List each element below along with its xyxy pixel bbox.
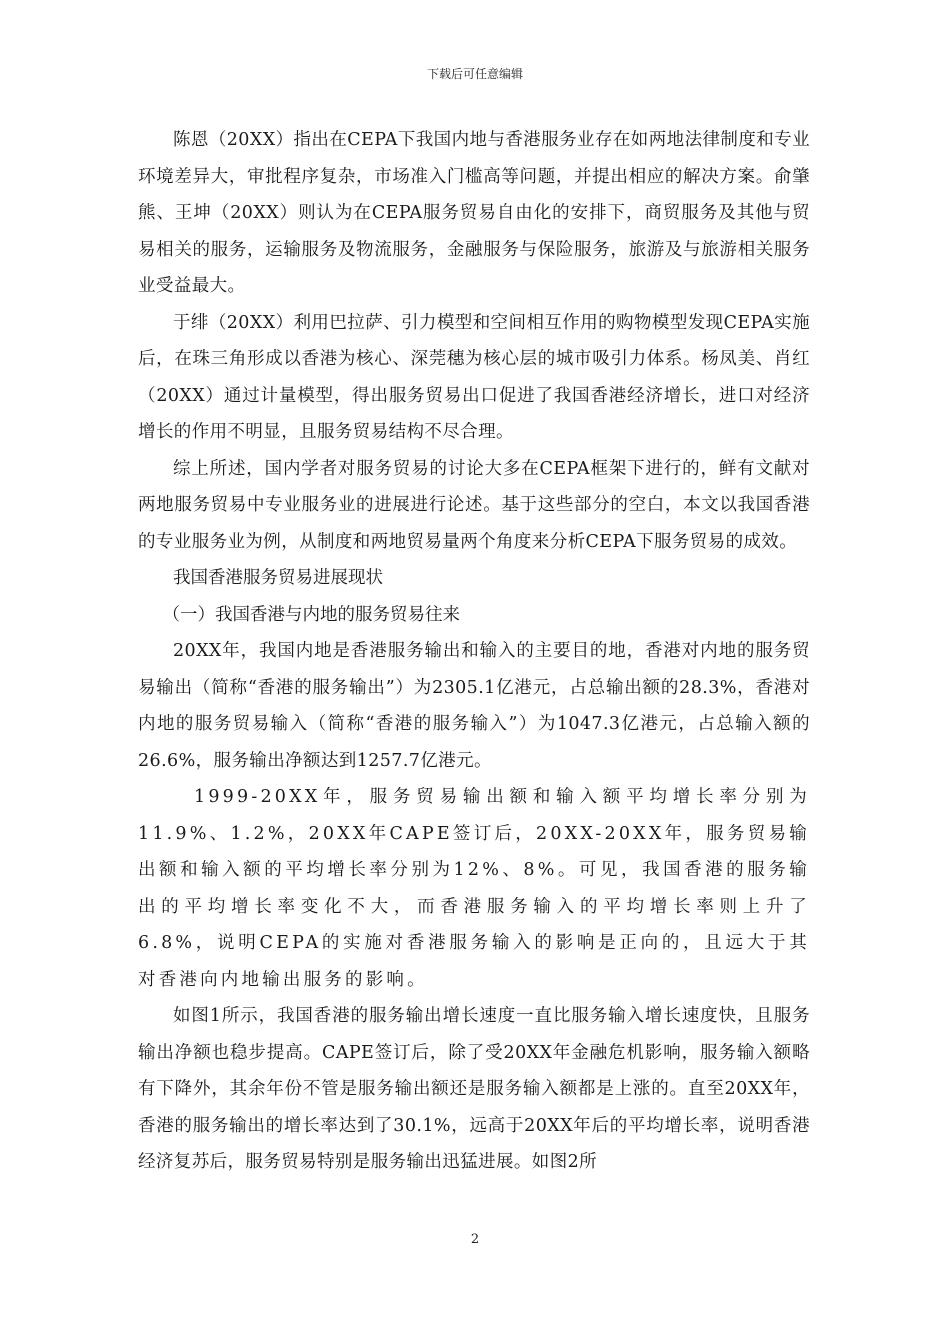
subsection-heading: （一）我国香港与内地的服务贸易往来	[162, 604, 460, 625]
paragraph-literature-2: 于绯（20XX）利用巴拉萨、引力模型和空间相互作用的购物模型发现CEPA实施后，在珠三角形成以香港为核心、深莞穗为核心层的城市吸引力体系。杨凤美、肖红（20XX）通过计量模型，得出服务贸易出口促进了我国香港经济增长，进口对经济增长的作用不明显，且服务贸易结构不尽合理。	[138, 312, 810, 442]
document-body	[138, 122, 810, 1181]
section-heading: 我国香港服务贸易进展现状	[173, 568, 383, 588]
paragraph-literature-1: 陈恩（20XX）指出在CEPA下我国内地与香港服务业存在如两地法律制度和专业环境差异大，审批程序复杂，市场准入门槛高等问题，并提出相应的解决方案。俞肇熊、王坤（20XX）则认为在CEPA服务贸易自由化的安排下，商贸服务及其他与贸易相关的服务，运输服务及物流服务，金融服务与保险服务，旅游及与旅游相关服务业受益最大。	[138, 130, 810, 296]
page-number: 2	[470, 1232, 480, 1247]
paragraph-trade-2005: 20XX年，我国内地是香港服务输出和输入的主要目的地，香港对内地的服务贸易输出（简称“香港的服务输出”）为2305.1亿港元，占总输出额的28.3%，香港对内地的服务贸易输入（简称“香港的服务输入”）为1047.3亿港元，占总输入额的26.6%，服务输出净额达到1257.7亿港元。	[138, 641, 810, 771]
paragraph-summary: 综上所述，国内学者对服务贸易的讨论大多在CEPA框架下进行的，鲜有文献对两地服务贸易中专业服务业的进展进行论述。基于这些部分的空白，本文以我国香港的专业服务业为例，从制度和两地贸易量两个角度来分析CEPA下服务贸易的成效。	[138, 458, 810, 552]
paragraph-figure-1: 如图1所示，我国香港的服务输出增长速度一直比服务输入增长速度快，且服务输出净额也稳步提高。CAPE签订后，除了受20XX年金融危机影响，服务输入额略有下降外，其余年份不管是服务输出额还是服务输入额都是上涨的。直至20XX年，香港的服务输出的增长率达到了30.1%，远高于20XX年后的平均增长率，说明香港经济复苏后，服务贸易特别是服务输出迅猛进展。如图2所	[138, 1006, 810, 1172]
page-header: 下载后可任意编辑	[426, 67, 523, 81]
paragraph-growth-rates: 1999-20XX年，服务贸易输出额和输入额平均增长率分别为11.9%、1.2%，20XX年CAPE签订后，20XX-20XX年，服务贸易输出额和输入额的平均增长率分别为12%、8%。可见，我国香港的服务输出的平均增长率变化不大，而香港服务输入的平均增长率则上升了6.8%，说明CEPA的实施对香港服务输入的影响是正向的，且远大于其对香港向内地输出服务的影响。	[138, 787, 810, 990]
